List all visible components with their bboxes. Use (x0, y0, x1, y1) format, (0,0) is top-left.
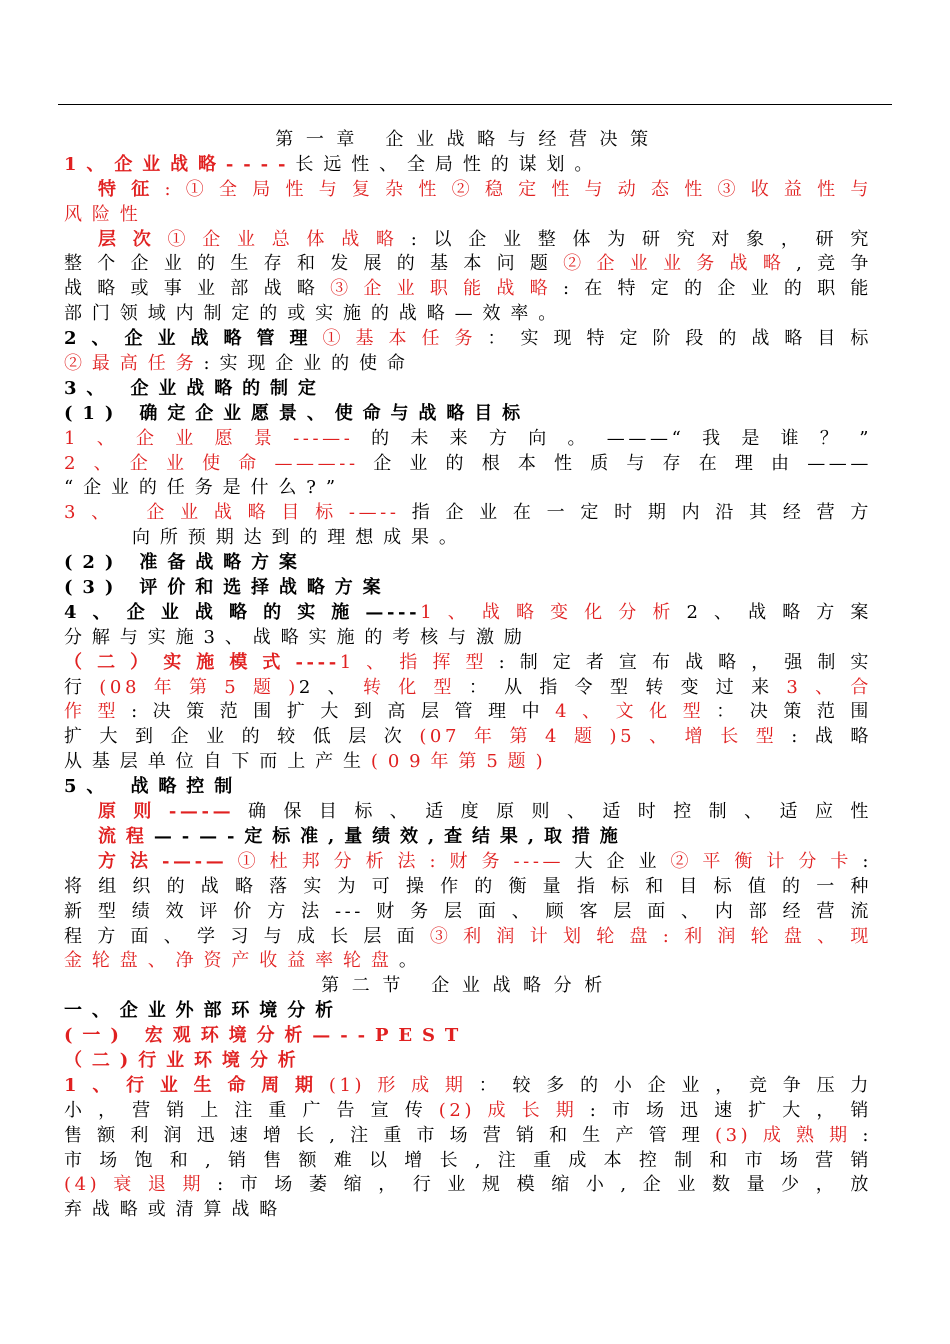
text-segment: 大企业 (564, 850, 671, 872)
text-line (64, 700, 872, 725)
text-segment: 确保目标、适度原则、适时控制、适应性 (234, 801, 872, 823)
text-line (64, 875, 872, 900)
text-segment: 1、企业愿景---—- (64, 427, 354, 449)
text-line (64, 551, 872, 576)
text-segment: 程方面、学习与成长层面 (64, 925, 430, 947)
text-segment: 将组织的战略落实为可操作的衡量指标和目标值的一种 (64, 875, 872, 897)
text-segment: 向所预期达到的理想成果。 (132, 527, 467, 549)
text-line (64, 949, 872, 974)
text-segment: ②企业业务战略 (563, 253, 797, 275)
text-segment: 2、战略方案 (686, 601, 872, 623)
text-segment: 3、 企业战略目标-—-- (64, 502, 400, 524)
text-segment: (07年第4题)5、增长型 (419, 726, 792, 748)
text-segment: 企业的根本性质与存在理由——— (358, 452, 872, 474)
text-segment: ,竞争 (796, 253, 872, 275)
text-segment: 第一章 企业战略与经营决策 (275, 129, 661, 150)
text-segment: :战略 (791, 726, 872, 748)
text-segment: (1)形成期 (328, 1074, 479, 1096)
text-segment: 扩大到企业的较低层次 (64, 726, 420, 748)
text-segment: :市场迅速扩大，销 (589, 1099, 872, 1121)
text-line (64, 128, 872, 153)
text-segment: 3、 企业战略的制定 (64, 377, 326, 399)
text-line (64, 1198, 872, 1223)
text-segment: ：从指令型转变过来 (468, 676, 787, 698)
text-segment: 5、 战略控制 (64, 776, 243, 798)
text-segment: ②平衡计分卡 (670, 850, 863, 872)
text-segment: :以企业整体为研究对象，研究 (410, 228, 872, 250)
text-segment: :在特定的企业的职能 (562, 278, 872, 300)
document-body (64, 128, 872, 1223)
text-segment: (2) 准备战略方案 (64, 552, 307, 574)
header-rule (58, 104, 892, 105)
text-line (64, 1099, 872, 1124)
text-segment: (3)成熟期 (714, 1124, 863, 1146)
text-line (64, 402, 872, 427)
text-line (64, 676, 872, 701)
text-line (64, 999, 872, 1024)
text-segment: 转化型 (362, 676, 469, 698)
text-segment: ③企业职能战略 (330, 278, 563, 300)
text-segment: 方法-—-— (98, 850, 228, 872)
text-line (64, 925, 872, 950)
text-segment: “企业的任务是什么?” (64, 477, 345, 499)
text-segment: (09年第5题) (370, 751, 553, 773)
text-segment: 2、 (298, 676, 363, 698)
text-segment: —-—-定标准,量绩效,查结果,取措施 (153, 825, 628, 847)
text-segment: (1) 确定企业愿景、使命与战略目标 (64, 402, 531, 424)
text-segment: 售额利润迅速增长,注重市场营销和生产管理 (64, 1124, 715, 1146)
text-segment: 行 (64, 676, 100, 698)
text-segment: (4)衰退期 (64, 1174, 218, 1196)
text-line (64, 476, 872, 501)
text-segment: (08年第5题) (99, 676, 299, 698)
text-segment: 层次 (98, 228, 168, 250)
text-line (64, 203, 872, 228)
text-segment: 部门领域内制定的或实施的战略—效率。 (64, 303, 567, 325)
text-line (64, 800, 872, 825)
text-line (64, 277, 872, 302)
text-line (64, 153, 872, 178)
text-segment: 流程 (98, 825, 154, 847)
text-segment: 新型绩效评价方法---财务层面、顾客层面、内部经营流 (64, 900, 872, 922)
text-line (64, 775, 872, 800)
text-segment: 整个企业的生存和发展的基本问题 (64, 253, 564, 275)
text-segment: 分解与实施3、战略实施的考核与激励 (64, 626, 532, 648)
text-segment: 。 (398, 950, 427, 972)
text-segment: 一、企业外部环境分析 (64, 1000, 343, 1022)
text-line (64, 526, 872, 551)
text-segment: 市场饱和,销售额难以增长,注重成本控制和市场营销 (64, 1149, 872, 1171)
text-segment: 作型 (64, 701, 132, 723)
text-line (64, 626, 872, 651)
text-segment: 小，营销上注重广告宣传 (64, 1099, 439, 1121)
text-line (64, 1149, 872, 1174)
text-line (64, 651, 872, 676)
text-segment: (一) 宏观环境分析—--PEST (64, 1025, 469, 1047)
text-line (64, 974, 872, 999)
text-segment: （二）实施模式---- (64, 651, 340, 673)
text-segment: 的未来方向。———“我是谁？” (353, 427, 872, 449)
text-segment: 1、企业战略---- (64, 153, 296, 175)
text-line (64, 302, 872, 327)
text-segment: ③利润计划轮盘:利润轮盘、现 (429, 925, 872, 947)
text-line (64, 327, 872, 352)
text-line (64, 377, 872, 402)
text-line (64, 1024, 872, 1049)
text-line (64, 178, 872, 203)
text-segment: 弃战略或清算战略 (64, 1199, 288, 1221)
text-line (64, 252, 872, 277)
text-line (64, 576, 872, 601)
text-segment: 战略或事业部战略 (64, 278, 331, 300)
text-segment: 2、企业使命———-- (64, 452, 359, 474)
text-segment: :市场萎缩，行业规模缩小,企业数量少，放 (217, 1174, 872, 1196)
text-segment: 4、文化型 (555, 701, 717, 723)
text-line (64, 725, 872, 750)
text-line (64, 352, 872, 377)
text-segment: 1、战略变化分析 (420, 601, 687, 623)
text-segment: 风险性 (64, 203, 148, 225)
text-segment: :决策范围扩大到高层管理中 (131, 701, 556, 723)
text-segment: 特征 (98, 178, 165, 200)
text-segment: ：实现特定阶段的战略目标 (487, 328, 872, 350)
text-line (64, 825, 872, 850)
text-segment: ①企业总体战略 (167, 228, 411, 250)
text-segment: ①基本任务 (322, 328, 488, 350)
text-segment: 1、行业生命周期 (64, 1074, 329, 1096)
text-segment: 第二节 企业战略分析 (321, 975, 615, 997)
text-segment: ：较多的小企业，竞争压力 (478, 1074, 872, 1096)
text-segment: 原则-—-— (98, 801, 235, 823)
text-line (64, 750, 872, 775)
text-segment: （二)行业环境分析 (64, 1049, 306, 1071)
text-segment: ②最高任务 (64, 353, 204, 375)
text-segment: 金轮盘、净资产收益率轮盘 (64, 950, 399, 972)
text-line (64, 228, 872, 253)
text-line (64, 501, 872, 526)
text-segment: 长远性、全局性的谋划。 (295, 153, 603, 175)
text-line (64, 427, 872, 452)
text-line (64, 1173, 872, 1198)
text-segment: : (862, 850, 872, 872)
text-segment: 3、合 (786, 676, 872, 698)
text-segment: 指企业在一定时期内沿其经营方 (399, 502, 872, 524)
text-segment: ①杜邦分析法:财务---— (227, 850, 565, 872)
text-line (64, 1074, 872, 1099)
text-line (64, 1124, 872, 1149)
text-segment: 1、指挥型 (339, 651, 499, 673)
text-segment: :制定者宣布战略，强制实 (498, 651, 872, 673)
text-line (64, 850, 872, 875)
text-line (64, 601, 872, 626)
text-segment: : (862, 1124, 872, 1146)
text-segment: 从基层单位自下而上产生 (64, 751, 371, 773)
text-line (64, 452, 872, 477)
text-segment: 2、企业战略管理 (64, 328, 323, 350)
text-line (64, 1049, 872, 1074)
text-segment: (2)成长期 (438, 1099, 590, 1121)
text-segment: ：决策范围 (716, 701, 872, 723)
text-segment: 4、企业战略的实施—--- (64, 601, 421, 623)
text-segment: :实现企业的使命 (203, 353, 415, 375)
text-segment: (3) 评价和选择战略方案 (64, 577, 391, 599)
text-segment: :①全局性与复杂性②稳定性与动态性③收益性与 (164, 178, 872, 200)
text-line (64, 900, 872, 925)
